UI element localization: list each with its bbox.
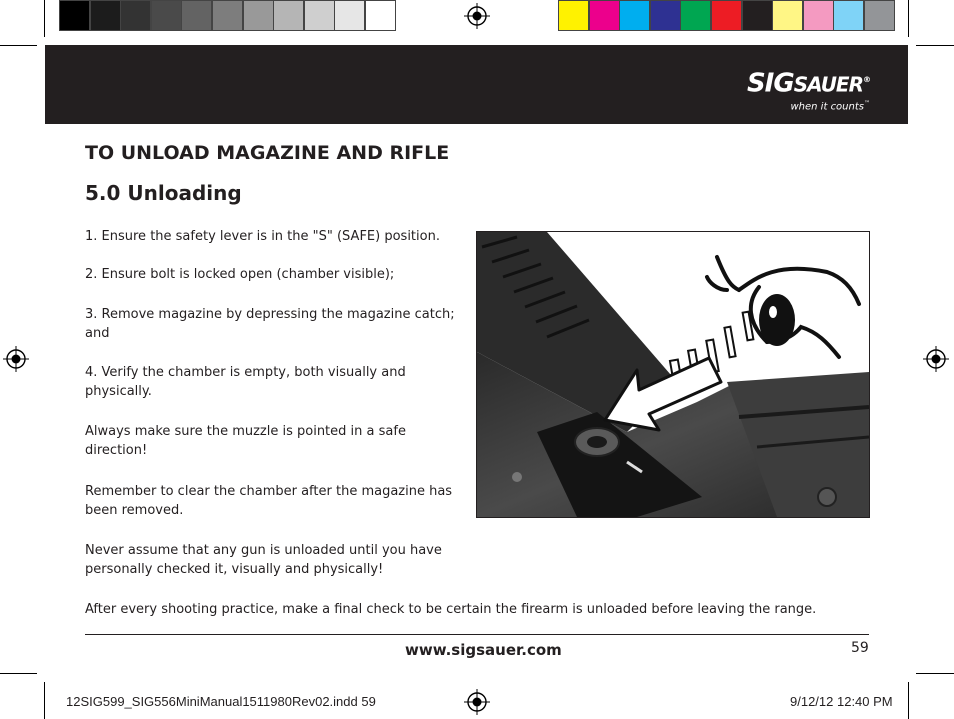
paragraph: Always make sure the muzzle is pointed in a safe direction! [85, 424, 406, 458]
color-swatch [120, 0, 151, 31]
color-swatch [365, 0, 396, 31]
crop-mark [44, 682, 45, 719]
crop-mark [908, 0, 909, 37]
registration-mark-icon [464, 3, 490, 29]
registration-mark-icon [3, 346, 29, 372]
color-swatch [59, 0, 90, 31]
color-swatch [589, 0, 620, 31]
color-swatch [803, 0, 834, 31]
color-swatch [619, 0, 650, 31]
paragraph: 3. Remove magazine by depressing the magazine catch; and [85, 307, 455, 341]
crop-mark [0, 45, 37, 46]
page-heading: TO UNLOAD MAGAZINE AND RIFLE [85, 142, 450, 164]
slug-filename: 12SIG599_SIG556MiniManual1511980Rev02.indd 59 [66, 694, 376, 709]
section-title: 5.0 Unloading [85, 181, 242, 205]
footer-rule [85, 634, 869, 635]
color-swatch [181, 0, 212, 31]
rifle-chamber-photo [476, 231, 870, 518]
crop-mark [0, 673, 37, 674]
website-link[interactable]: www.sigsauer.com [405, 641, 562, 659]
crop-mark [916, 673, 954, 674]
registration-mark-icon [923, 346, 949, 372]
color-swatch [864, 0, 895, 31]
color-swatch [212, 0, 243, 31]
color-swatch [90, 0, 121, 31]
color-swatch [680, 0, 711, 31]
page-number: 59 [851, 640, 869, 656]
color-swatch [243, 0, 274, 31]
header-band [45, 45, 908, 124]
logo-sauer: SAUER [793, 72, 863, 97]
logo-trademark: ™ [864, 99, 870, 107]
paragraph: 1. Ensure the safety lever is in the "S" (SAFE) position. [85, 229, 440, 244]
color-swatch [273, 0, 304, 31]
sig-sauer-logo [747, 67, 870, 113]
logo-wordmark [747, 67, 870, 98]
color-swatch [742, 0, 773, 31]
slug-datetime: 9/12/12 12:40 PM [790, 694, 893, 709]
logo-sig: SIG [746, 68, 794, 99]
paragraph: 2. Ensure bolt is locked open (chamber visible); [85, 267, 395, 282]
color-swatch [650, 0, 681, 31]
registration-mark-icon [464, 689, 490, 715]
color-swatch [772, 0, 803, 31]
color-swatch [833, 0, 864, 31]
crop-mark [44, 0, 45, 37]
crop-mark [908, 682, 909, 719]
logo-tagline [747, 98, 870, 113]
logo-tagline-text: when it counts [790, 100, 864, 112]
color-swatch [558, 0, 589, 31]
logo-registered: ® [863, 75, 870, 84]
rifle-chamber-illustration [477, 232, 869, 517]
color-swatch [334, 0, 365, 31]
paragraph: 4. Verify the chamber is empty, both visually and physically. [85, 365, 406, 399]
paragraph: Never assume that any gun is unloaded until you have personally checked it, visually and physically! [85, 543, 442, 577]
crop-mark [916, 45, 954, 46]
color-swatch [304, 0, 335, 31]
paragraph: After every shooting practice, make a final check to be certain the firearm is unloaded before leaving the range. [85, 602, 817, 617]
color-swatch [151, 0, 182, 31]
color-swatch [711, 0, 742, 31]
paragraph: Remember to clear the chamber after the magazine has been removed. [85, 484, 453, 518]
